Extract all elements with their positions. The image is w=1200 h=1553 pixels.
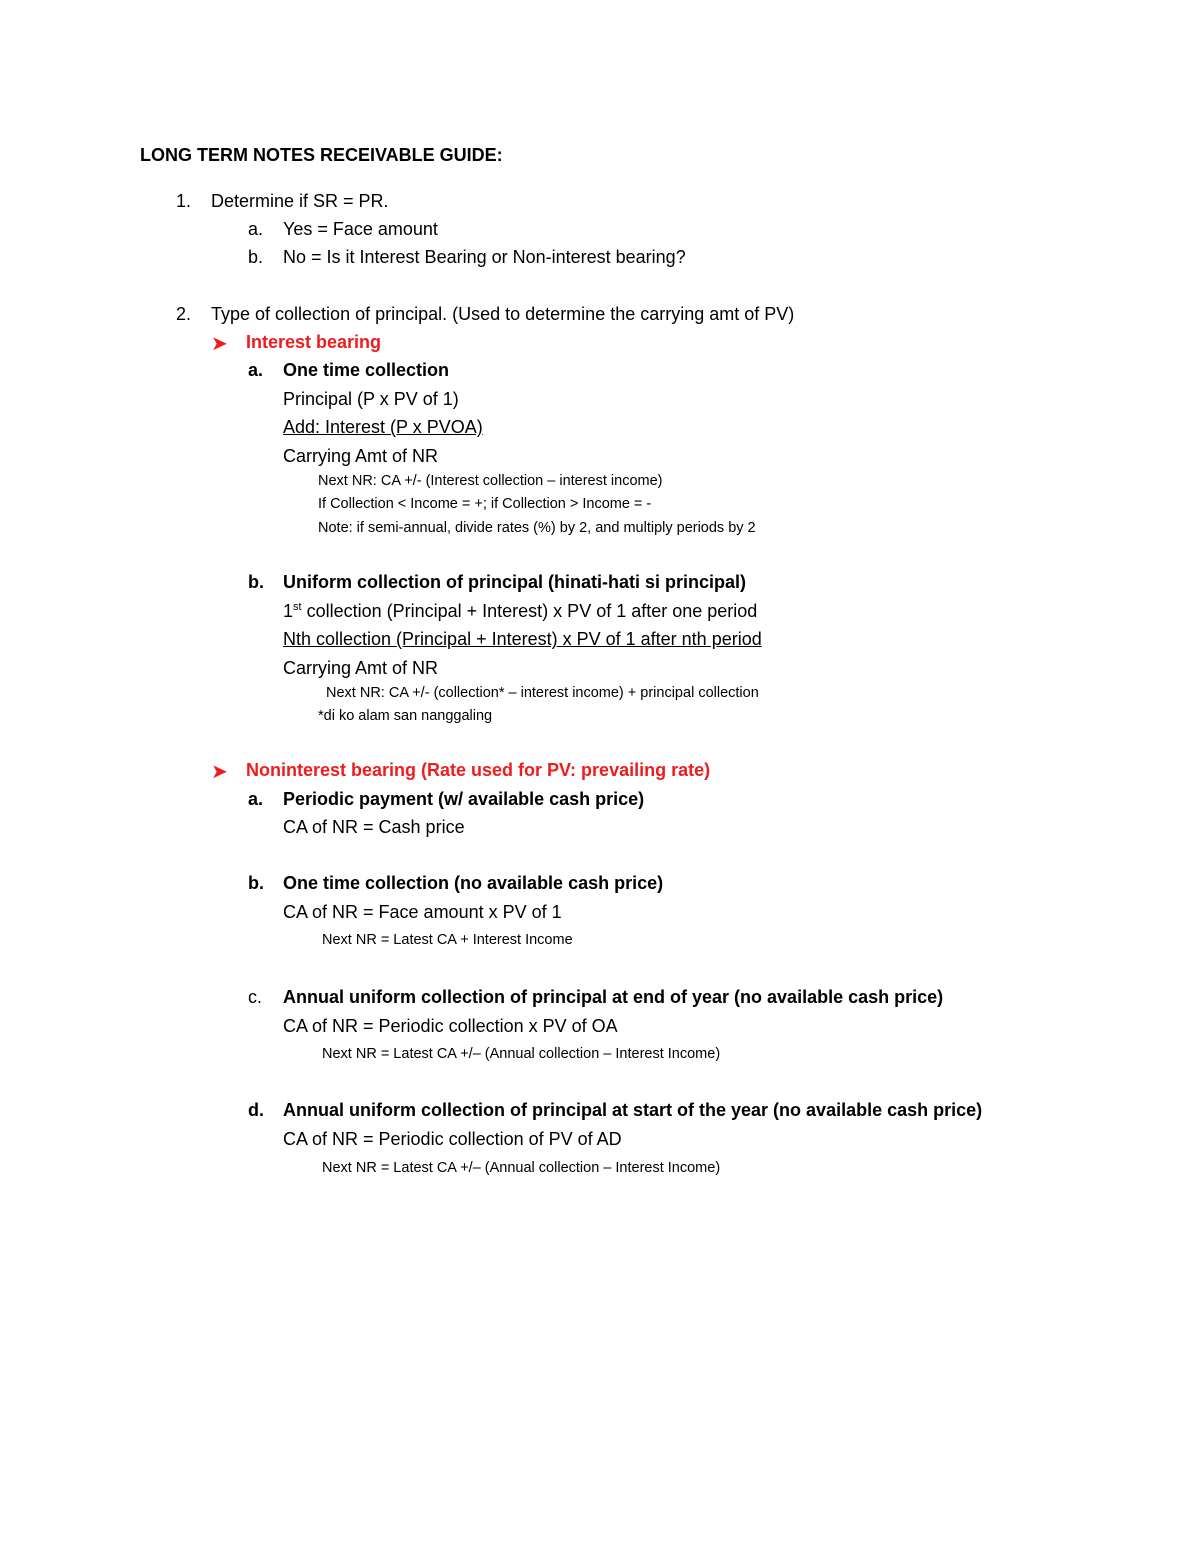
nib-a-label: a. <box>248 789 264 809</box>
step-2-number: 2. <box>176 304 192 324</box>
nib-c-title: Annual uniform collection of principal at end of year (no available cash price) <box>283 987 944 1007</box>
ib-a-note2: If Collection < Income = +; if Collection > Income = - <box>318 496 652 512</box>
ib-a-line2: Add: Interest (P x PVOA) <box>283 417 483 437</box>
nib-b-title: One time collection (no available cash price) <box>283 873 664 893</box>
nib-c-label: c. <box>248 987 263 1007</box>
ib-a-title: One time collection <box>283 360 450 380</box>
ib-a-line1: Principal (P x PV of 1) <box>283 389 459 409</box>
ib-b-line3: Carrying Amt of NR <box>283 658 439 678</box>
ib-b-line1: 1st collection (Principal + Interest) x PV of 1 after one period <box>283 601 758 621</box>
ib-b-note1: Next NR: CA +/- (collection* – interest income) + principal collection <box>326 685 759 701</box>
nib-c-line1: CA of NR = Periodic collection x PV of OA <box>283 1016 618 1036</box>
step-1a-text: Yes = Face amount <box>283 219 438 239</box>
nib-d-title: Annual uniform collection of principal at start of the year (no available cash price) <box>283 1100 983 1120</box>
step-1a-label: a. <box>248 219 264 239</box>
ib-a-label: a. <box>248 360 264 380</box>
nib-d-label: d. <box>248 1100 264 1120</box>
ib-b-note2: *di ko alam san nanggaling <box>318 708 493 724</box>
nib-a-title: Periodic payment (w/ available cash price) <box>283 789 645 809</box>
arrow-bullet-icon: ➤ <box>211 333 228 355</box>
noninterest-bearing-heading: Noninterest bearing (Rate used for PV: prevailing rate) <box>246 760 711 780</box>
step-1b-label: b. <box>248 247 264 267</box>
interest-bearing-heading: Interest bearing <box>246 332 382 352</box>
ib-b-title: Uniform collection of principal (hinati-hati si principal) <box>283 572 747 592</box>
step-1-text: Determine if SR = PR. <box>211 191 389 211</box>
step-1b-text: No = Is it Interest Bearing or Non-interest bearing? <box>283 247 686 267</box>
nib-b-line1: CA of NR = Face amount x PV of 1 <box>283 902 562 922</box>
nib-b-note1: Next NR = Latest CA + Interest Income <box>322 932 573 948</box>
ib-b-line2: Nth collection (Principal + Interest) x PV of 1 after nth period <box>283 629 762 649</box>
ib-b-label: b. <box>248 572 264 592</box>
ib-a-note3: Note: if semi-annual, divide rates (%) by 2, and multiply periods by 2 <box>318 520 756 536</box>
nib-d-line1: CA of NR = Periodic collection of PV of AD <box>283 1129 622 1149</box>
step-1-number: 1. <box>176 191 192 211</box>
nib-d-note1: Next NR = Latest CA +/– (Annual collection – Interest Income) <box>322 1160 721 1176</box>
nib-c-note1: Next NR = Latest CA +/– (Annual collection – Interest Income) <box>322 1046 721 1062</box>
nib-b-label: b. <box>248 873 264 893</box>
ib-a-line3: Carrying Amt of NR <box>283 446 439 466</box>
nib-a-line1: CA of NR = Cash price <box>283 817 465 837</box>
step-2-text: Type of collection of principal. (Used to determine the carrying amt of PV) <box>211 304 795 324</box>
arrow-bullet-icon: ➤ <box>211 761 228 783</box>
page-title: LONG TERM NOTES RECEIVABLE GUIDE: <box>140 145 503 165</box>
ib-a-note1: Next NR: CA +/- (Interest collection – interest income) <box>318 473 663 489</box>
